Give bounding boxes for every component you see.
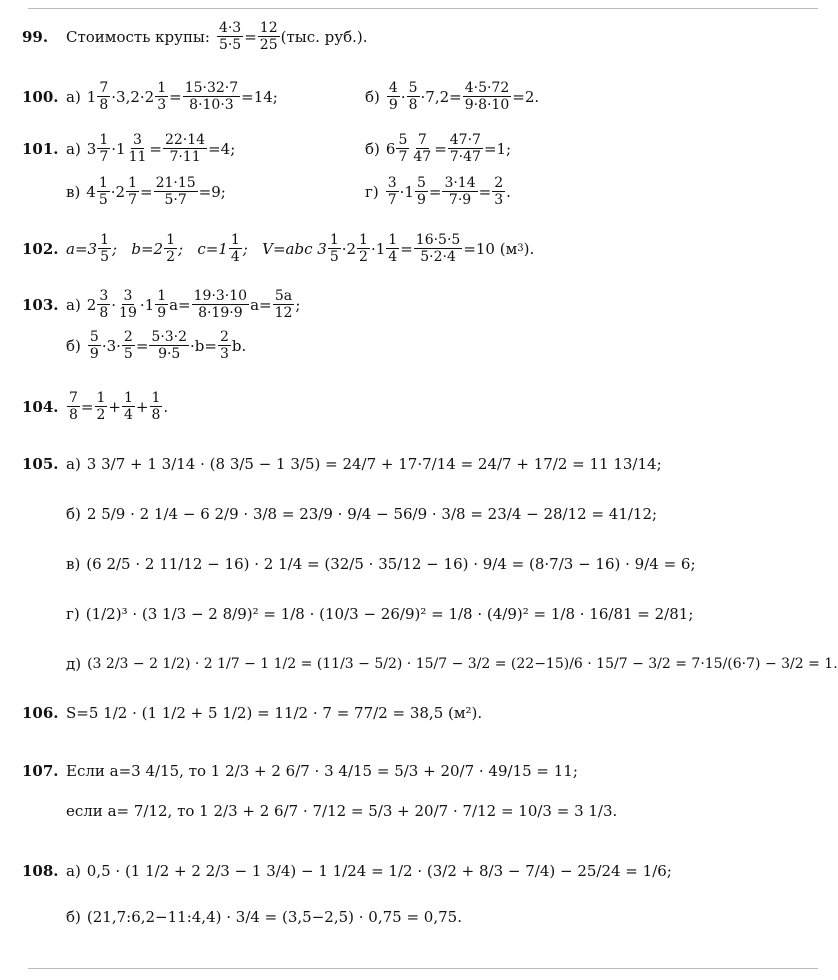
problem-number: 108.	[22, 862, 59, 880]
expression-b: 2 5/9 · 2 1/4 − 6 2/9 · 3/8 = 23/9 · 9/4 − 56/9 · 3/8 = 23/4 − 28/12 = 41/12;	[86, 505, 658, 523]
problem-number: 99.	[22, 27, 49, 46]
problem-number: 105.	[22, 455, 59, 473]
problem-102: 102. a=3 $\frac{1}{5}$ ; b=2 $\frac{1}{2}$ ; c=1 $\frac{1}{4}$ ; V=abc 3 $\frac{1}{5}$ ·2 $\frac{1}{2}$ ·1 $\frac{1}{4}$ = $\frac{16\cdot 5\cdot 5}{5\cdot 2\cdot 4}$ =10 (м 3 ).	[22, 232, 535, 265]
part-a: а) 1 $\frac{7}{8}$ ·3,2·2 $\frac{1}{3}$ = $\frac{15\cdot 32\cdot 7}{8\cdot 10\cdot 3}$ =14;	[66, 80, 278, 113]
problem-108: 108. а) 0,5 · (1 1/2 + 2 2/3 − 1 3/4) − 1 1/24 = 1/2 · (3/2 + 8/3 − 7/4) − 25/24 = 1/6; б) (21,7:6,2−11:4,4) · 3/4 = (3,5−2,5) · 0,75 = 0,75.	[22, 862, 672, 926]
problem-105: 105. а) 3 3/7 + 1 3/14 · (8 3/5 − 1 3/5) = 24/7 + 17·7/14 = 24/7 + 17/2 = 11 13/14; б) 2 5/9 · 2 1/4 − 6 2/9 · 3/8 = 23/9 · 9/4 − 56/9 · 3/8 = 23/4 − 28/12 = 41/12; в) (6 2/5 · 2 11/12 − 16) · 2 1/4 = (32/5 · 35/12 − 16) · 9/4 = (8·7/3 − 16) · 9/4 = 6; г) (1/2)³ · (3 1/3 − 2 8/9)² = 1/8 · (10/3 − 26/9)² = 1/8 · (4/9)² = 1/8 · 16/81 = 2/81; д) (3 2/3 − 2 1/2) · 2 1/7 − 1 1/2 = (11/3 − 5/2) · 15/7 − 3/2 = (22−15)/6 · 15/7 − 3/2 = 7·15/(6·7) − 3/2 = 1.	[22, 455, 838, 673]
problem-number: 101.	[22, 139, 59, 158]
problem-107	[22, 762, 822, 820]
top-rule	[28, 8, 818, 9]
part-g: г) $\frac{3}{7}$ ·1 $\frac{5}{9}$ = $\frac{3\cdot 14}{7\cdot 9}$ = $\frac{2}{3}$ .	[365, 175, 511, 208]
expression-g: (1/2)³ · (3 1/3 − 2 8/9)² = 1/8 · (10/3 − 26/9)² = 1/8 · (4/9)² = 1/8 · 16/81 = 2/81;	[85, 605, 694, 623]
unit-text: (тыс. руб.).	[280, 27, 368, 46]
expression: S=5 1/2 · (1 1/2 + 5 1/2) = 11/2 · 7 = 77/2 = 38,5 (м²).	[66, 704, 483, 722]
expression-d: (3 2/3 − 2 1/2) · 2 1/7 − 1 1/2 = (11/3 − 5/2) · 15/7 − 3/2 = (22−15)/6 · 15/7 − 3/2 = 7·15/(6·7) − 3/2 = 1.	[87, 656, 838, 672]
part-b: б) $\frac{5}{9}$ ·3· $\frac{2}{5}$ = $\frac{5\cdot 3\cdot 2}{9\cdot 5}$ ·b= $\frac{2}{3}$ b.	[66, 329, 247, 362]
part-a: а) 3 $\frac{1}{7}$ ·1 $\frac{3}{11}$ = $\frac{22\cdot 14}{7\cdot 11}$ =4;	[66, 132, 236, 165]
expression-a: 3 3/7 + 1 3/14 · (8 3/5 − 1 3/5) = 24/7 + 17·7/14 = 24/7 + 17/2 = 11 13/14;	[86, 455, 662, 473]
problem-number: 102.	[22, 239, 59, 258]
expression-v: (6 2/5 · 2 11/12 − 16) · 2 1/4 = (32/5 · 35/12 − 16) · 9/4 = (8·7/3 − 16) · 9/4 = 6;	[86, 555, 696, 573]
problem-number: 100.	[22, 87, 59, 106]
problem-number: 106.	[22, 704, 59, 722]
expression-line-2: если a= 7/12, то 1 2/3 + 2 6/7 · 7/12 = 5/3 + 20/7 · 7/12 = 10/3 = 3 1/3.	[66, 802, 618, 820]
problem-100	[22, 80, 822, 113]
problem-106	[22, 704, 822, 722]
problem-99: 99. Стоимость крупы: $\frac{4\cdot 3}{5\cdot 5}$ = $\frac{12}{25}$ (тыс. руб.).	[22, 20, 368, 53]
fraction: $\frac{4\cdot 3}{5\cdot 5}$	[218, 20, 242, 53]
problem-text: Стоимость крупы:	[66, 27, 210, 46]
expression-a: 0,5 · (1 1/2 + 2 2/3 − 1 3/4) − 1 1/24 = 1/2 · (3/2 + 8/3 − 7/4) − 25/24 = 1/6;	[86, 862, 672, 880]
bottom-rule	[28, 968, 818, 969]
expression-line-1: Если a=3 4/15, то 1 2/3 + 2 6/7 · 3 4/15 = 5/3 + 20/7 · 49/15 = 11;	[66, 762, 578, 780]
problem-number: 103.	[22, 295, 59, 314]
fraction: $\frac{12}{25}$	[259, 20, 278, 53]
part-b: б) 6 $\frac{5}{7}$ $\frac{7}{47}$ = $\frac{47\cdot 7}{7\cdot 47}$ =1;	[365, 132, 512, 165]
part-a: а) 2 $\frac{3}{8}$ · $\frac{3}{19}$ ·1 $\frac{1}{9}$ a= $\frac{19\cdot 3\cdot 10}{8\cdot 19\cdot 9}$ a= $\frac{5a}{12}$ ;	[66, 288, 301, 321]
part-v: в) 4 $\frac{1}{5}$ ·2 $\frac{1}{7}$ = $\frac{21\cdot 15}{5\cdot 7}$ =9;	[66, 175, 226, 208]
part-b: б) $\frac{4}{9}$ · $\frac{5}{8}$ ·7,2= $\frac{4\cdot 5\cdot 72}{9\cdot 8\cdot 10}$ =2.	[365, 80, 540, 113]
problem-103	[22, 288, 822, 362]
problem-104: 104. $\frac{7}{8}$ = $\frac{1}{2}$ + $\frac{1}{4}$ + $\frac{1}{8}$ .	[22, 390, 169, 423]
expression-b: (21,7:6,2−11:4,4) · 3/4 = (3,5−2,5) · 0,75 = 0,75.	[86, 908, 462, 926]
problem-number: 104.	[22, 397, 59, 416]
problem-101	[22, 132, 822, 208]
problem-number: 107.	[22, 762, 59, 780]
